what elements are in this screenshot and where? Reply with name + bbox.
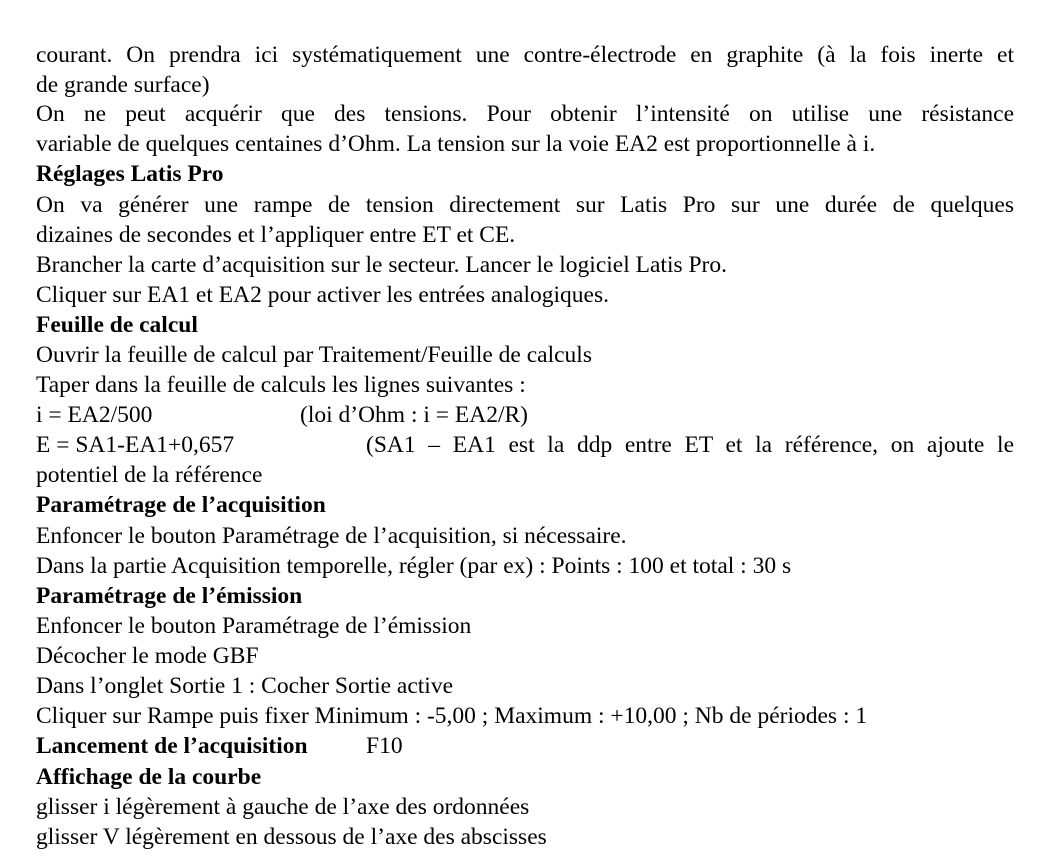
formula-comment: (loi d’Ohm : i = EA2/R) [300, 402, 529, 428]
formula-line [36, 430, 1014, 460]
paragraph-line: glisser V légèrement en dessous de l’axe des abscisses [36, 824, 547, 850]
paragraph-line: Dans la partie Acquisition temporelle, régler (par ex) : Points : 100 et total : 30 s [36, 553, 792, 579]
section-heading: Affichage de la courbe [36, 764, 262, 790]
paragraph-line: Cliquer sur EA1 et EA2 pour activer les entrées analogiques. [36, 282, 609, 308]
paragraph-line: potentiel de la référence [36, 462, 263, 488]
paragraph-line: Enfoncer le bouton Paramétrage de l’émission [36, 613, 472, 639]
paragraph-line: Enfoncer le bouton Paramétrage de l’acquisition, si nécessaire. [36, 523, 627, 549]
paragraph-line: dizaines de secondes et l’appliquer entre ET et CE. [36, 222, 516, 248]
section-heading: Lancement de l’acquisition [36, 733, 308, 759]
section-heading: Réglages Latis Pro [36, 161, 224, 187]
formula-line [36, 400, 1014, 430]
paragraph-line: Décocher le mode GBF [36, 643, 259, 669]
formula-expression: E = SA1-EA1+0,657 [36, 432, 235, 458]
paragraph-line: On ne peut acquérir que des tensions. Pour obtenir l’intensité on utilise une résistance [36, 101, 1014, 127]
section-heading: Paramétrage de l’acquisition [36, 492, 326, 518]
paragraph-line: On va générer une rampe de tension directement sur Latis Pro sur une durée de quelques [36, 192, 1014, 218]
paragraph-line: de grande surface) [36, 72, 210, 98]
paragraph-line: variable de quelques centaines d’Ohm. La tension sur la voie EA2 est proportionnelle à i. [36, 131, 876, 157]
formula-comment: (SA1 – EA1 est la ddp entre ET et la référence, on ajoute le [366, 432, 1014, 458]
paragraph-line: Taper dans la feuille de calculs les lignes suivantes : [36, 372, 526, 398]
paragraph-line: Brancher la carte d’acquisition sur le secteur. Lancer le logiciel Latis Pro. [36, 252, 728, 278]
section-heading: Paramétrage de l’émission [36, 583, 303, 609]
section-heading: Feuille de calcul [36, 312, 198, 338]
formula-expression: i = EA2/500 [36, 402, 153, 428]
shortcut-key: F10 [366, 733, 403, 759]
paragraph-line: glisser i légèrement à gauche de l’axe des ordonnées [36, 794, 530, 820]
paragraph-line: courant. On prendra ici systématiquement une contre-électrode en graphite (à la fois inerte et [36, 42, 1014, 68]
paragraph-line: Cliquer sur Rampe puis fixer Minimum : -5,00 ; Maximum : +10,00 ; Nb de périodes : 1 [36, 703, 868, 729]
paragraph-line: Ouvrir la feuille de calcul par Traitement/Feuille de calculs [36, 342, 592, 368]
heading-with-key [36, 731, 1014, 761]
paragraph-line: Dans l’onglet Sortie 1 : Cocher Sortie active [36, 673, 454, 699]
